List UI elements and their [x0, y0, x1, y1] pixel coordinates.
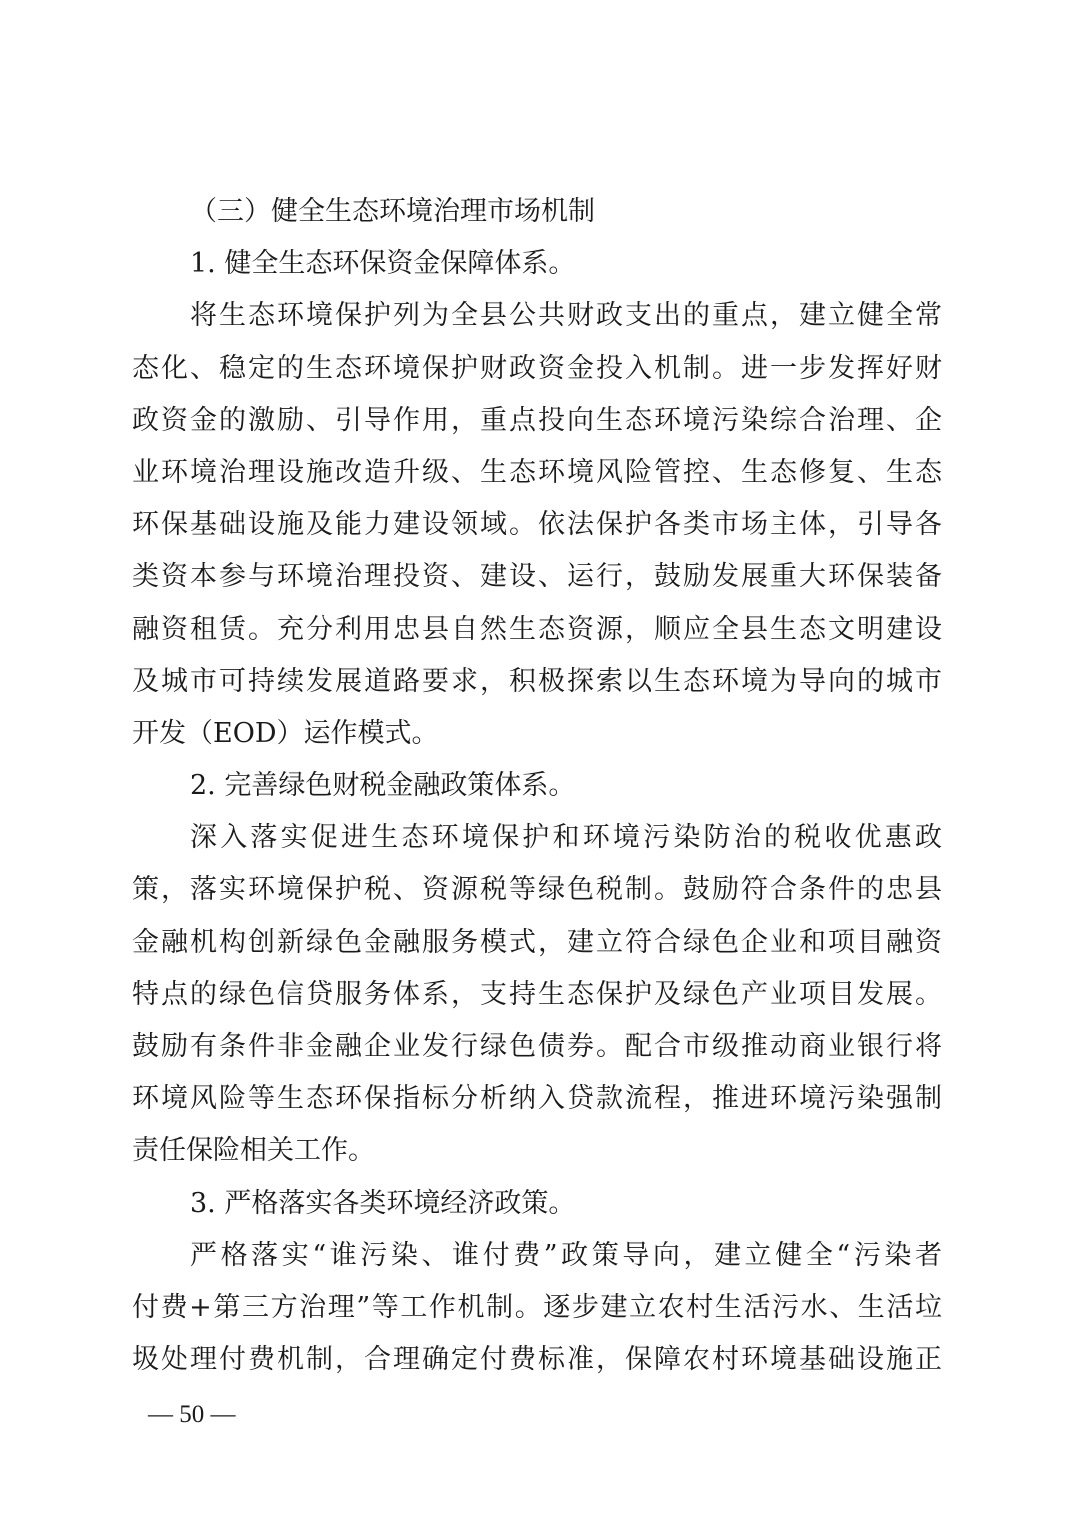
paragraph-line: 付费+第三方治理”等工作机制。逐步建立农村生活污水、生活垃: [132, 1291, 942, 1323]
paragraph-line: 开发（EOD）运作模式。: [132, 717, 439, 749]
paragraph-line: 鼓励有条件非金融企业发行绿色债券。配合市级推动商业银行将: [132, 1031, 942, 1062]
paragraph-line: 策，落实环境保护税、资源税等绿色税制。鼓励符合条件的忠县: [132, 874, 942, 906]
paragraph-line: 深入落实促进生态环境保护和环境污染防治的税收优惠政: [190, 822, 942, 854]
paragraph-line: 责任保险相关工作。: [132, 1135, 375, 1167]
section-heading: （三）健全生态环境治理市场机制: [190, 196, 595, 227]
paragraph-line: 圾处理付费机制，合理确定付费标准，保障农村环境基础设施正: [132, 1344, 942, 1376]
paragraph-line: 政资金的激励、引导作用，重点投向生态环境污染综合治理、企: [132, 404, 942, 436]
item-title-2: 2. 完善绿色财税金融政策体系。: [190, 770, 576, 802]
paragraph-line: 严格落实“谁污染、谁付费”政策导向，建立健全“污染者: [190, 1239, 942, 1271]
item-title-3: 3. 严格落实各类环境经济政策。: [190, 1187, 576, 1219]
paragraph-line: 态化、稳定的生态环境保护财政资金投入机制。进一步发挥好财: [132, 352, 942, 384]
paragraph-line: 融资租赁。充分利用忠县自然生态资源，顺应全县生态文明建设: [132, 613, 942, 645]
item-title-1: 1. 健全生态环保资金保障体系。: [190, 248, 576, 280]
paragraph-line: 金融机构创新绿色金融服务模式，建立符合绿色企业和项目融资: [132, 926, 942, 958]
page-number: — 50 —: [148, 1401, 236, 1428]
paragraph-line: 及城市可持续发展道路要求，积极探索以生态环境为导向的城市: [132, 665, 942, 697]
paragraph-line: 特点的绿色信贷服务体系，支持生态保护及绿色产业项目发展。: [132, 978, 942, 1010]
paragraph-line: 环保基础设施及能力建设领域。依法保护各类市场主体，引导各: [132, 509, 942, 541]
paragraph-line: 类资本参与环境治理投资、建设、运行，鼓励发展重大环保装备: [132, 561, 942, 593]
paragraph-line: 业环境治理设施改造升级、生态环境风险管控、生态修复、生态: [132, 456, 942, 488]
document-body: [132, 186, 942, 1386]
paragraph-line: 将生态环境保护列为全县公共财政支出的重点，建立健全常: [190, 300, 942, 332]
paragraph-line: 环境风险等生态环保指标分析纳入贷款流程，推进环境污染强制: [132, 1083, 942, 1115]
